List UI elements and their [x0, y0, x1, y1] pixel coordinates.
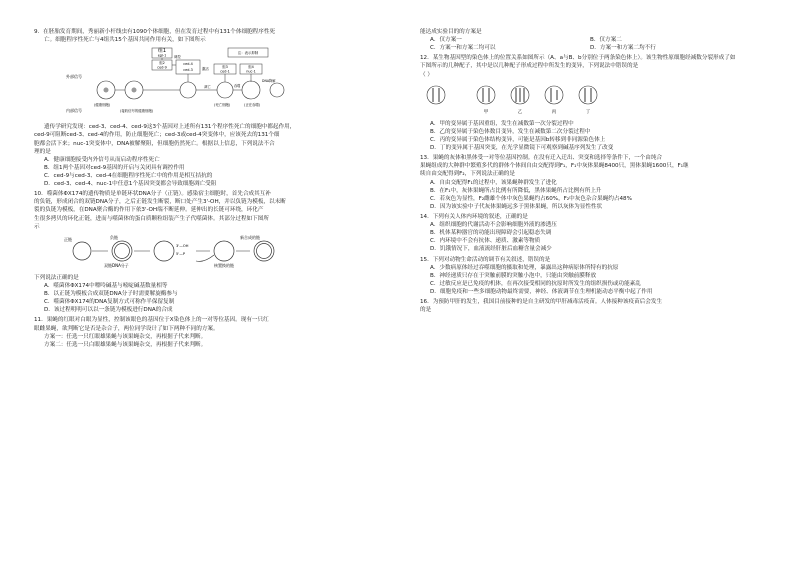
- q10-stem-line: 裂的负链为模板，在DNA聚合酶的作用下依3'-OH端不断延伸。延伸出的长链可环绕，环化产: [34, 207, 264, 214]
- q11-options-row-1: [420, 36, 750, 44]
- q11-option-a: A．仅方案一: [430, 37, 462, 44]
- q11-option-d: D．方案一和方案二均不行: [590, 45, 656, 52]
- q12-option-c: C．丙的变异属于染色体结构变异，可能是基因b转移到非同源染色体上: [430, 136, 606, 143]
- question-16: [420, 298, 750, 314]
- q10-stem-line: 的负链，形成闭合的双链DNA分子，之后正链发生断裂，断口处产生3'-OH，并以负链为模板，以未断: [34, 199, 286, 206]
- q12-option-a: A．甲的变异属于基因重组，发生在减数第一次分裂过程中: [430, 120, 574, 127]
- ced1-label: ced-1: [220, 69, 230, 74]
- healthy-cell-label: (健康细胞): [94, 103, 111, 108]
- q14-stem-line: 14．下列有关人体内环境的叙述，正确的是: [420, 213, 528, 220]
- q13-option-c: C．若灰色为显性，F₂雌雄个体中灰色果蝇约占60%，F₂中灰色杂合果蝇约占48%: [430, 195, 632, 202]
- q9-option-a: A．健康细胞接受内外信号从而启动程序性死亡: [44, 156, 160, 163]
- q9-option-d: D．ced-3、ced-4、nuc-1中任意1个基因突变都会导致细胞凋亡受阻: [44, 181, 217, 188]
- question-11: [34, 316, 364, 348]
- nuc1-label: nuc-1: [246, 69, 256, 74]
- q13-stem-line: 果蝇组成的大种群中繁殖多代的群体个体间自由交配得到F₁，F₁中灰体果蝇8400只，黑体果蝇1600只，F₁继: [420, 163, 689, 170]
- q10-replication-diagram: [64, 233, 284, 269]
- external-signal-label: 外部信号: [66, 74, 82, 80]
- q11-lead: 能达成实验目的的方案是: [420, 29, 482, 35]
- q10-stem-line: 10．噬菌体ΦX174的遗传物质是单链环状DNA分子（正链）。感染宿主细胞时，首先合成其互补: [34, 191, 271, 198]
- q13-stem-line: 13．果蝇的灰体和黑体受一对等位基因控制。在没有迁入迁出、突变和选择等条件下，一个由纯合: [420, 155, 663, 162]
- legend-note: 注：表示抑制: [237, 51, 259, 56]
- q15-option-a: A．少数病原体经过吞噬细胞的摄取和处理，暴露出这种病原体所特有的抗原: [430, 264, 619, 271]
- q10-option-d: D．该过程明明可以以一条链为模板进行DNA的合成: [44, 307, 173, 314]
- q13-stem-line: 续自由交配得到F₂，下列说法正确的是: [420, 171, 515, 178]
- label-yi: 乙: [517, 109, 523, 115]
- engulfed-cell: [270, 83, 284, 97]
- gamete-bing: [545, 86, 563, 115]
- q11-option-c: C．方案一和方案二均可以: [430, 45, 496, 52]
- q12-stem-line: （ ）: [420, 71, 433, 78]
- parent-cell: [427, 86, 445, 104]
- question-12: [420, 54, 750, 152]
- q16-stem-line: 的是: [420, 307, 432, 314]
- group1-label: 组1: [157, 48, 167, 55]
- engulfing-label: (正在吞噬): [244, 103, 261, 108]
- ced9-label: ced-9: [157, 65, 167, 70]
- accept-cell-label: (接收信号的健康细胞): [120, 109, 154, 114]
- q10-option-c: C．噬菌体ΦX174的DNA复制方式可称作半保留复制: [44, 299, 175, 306]
- q9-option-b: B．组1两个基因对ced-9基因的开启与关闭具有调控作用: [44, 164, 185, 171]
- ced4-label: ced-4: [183, 62, 193, 67]
- q11-stem-line: 11．果蝇的红眼对白眼为显性，控制该眼色的基因位于X染色体上的一对等位基因。现有一只红: [34, 317, 269, 324]
- positive-strand-label: 正链: [64, 236, 72, 242]
- internal-signal-label: 内部信号: [66, 108, 82, 114]
- q11-plan-two: 方案二：任选一只白眼雄果蝇与该果蝇杂交，再根据子代来判断。: [44, 341, 207, 348]
- activate-label: 激活: [202, 67, 209, 72]
- q11-option-b: B．仅方案二: [590, 37, 622, 44]
- q14-option-b: B．机体某种器官的功能出现障碍会引起稳态失调: [430, 230, 552, 237]
- dying-cell: [180, 82, 196, 98]
- dead-cell-label: (死亡细胞): [214, 103, 231, 108]
- q11-plan-one: 方案一：任选一只红眼雄果蝇与该果蝇杂交，再根据子代来判断。: [44, 333, 207, 340]
- q9-body-line: ced-9可阻断ced-3、ced-4的作用，防止细胞死亡；ced-3或ced-4突变体中，应该死去的131个细: [34, 132, 280, 139]
- question-9: [34, 28, 364, 188]
- q10-stem-line: 示: [34, 223, 40, 230]
- healthy-nucleus: [104, 88, 109, 93]
- question-14: [420, 213, 750, 254]
- engulf-label: 吞噬: [234, 84, 241, 89]
- q9-body-line: 胞都会活下来；nuc-1突变体中，DNA被解聚阻，但细胞仍然死亡。根据以上信息，下列说法不合: [34, 140, 275, 147]
- q13-option-b: B．在F₁中，灰体果蝇所占比例有所降低，黑体果蝇所占比例有所上升: [430, 187, 602, 194]
- label-bing: 丙: [551, 109, 557, 115]
- positive-circle: [73, 242, 91, 260]
- group2-label: 组2: [159, 61, 165, 66]
- q11-stem-line: 眼雌果蝇，欲判断它是否是杂合子，两位同学设计了如下两种不同的方案。: [34, 325, 219, 332]
- q12-stem-line: 12．某生物基因型的染色体上的位置关系如图所示（A、a与B、b分别位于两条染色体上）。该生物性原细胞经减数分裂形成了如: [420, 55, 736, 62]
- regulate-label: 调控: [174, 55, 181, 60]
- q9-body-line: 遗传学研究发现：ced-3、ced-4、ced-9这3个基因对上述所有131个程序性死亡的细胞中都起作用，: [44, 124, 296, 131]
- q15-option-c: C．过敏反应是已免疫的机体，在再次接受相同的抗原时所发生的组织损伤或功能紊乱: [430, 280, 641, 287]
- gamete-jia: [477, 86, 495, 115]
- q14-option-d: D．饥饿情况下，血液流经肝脏后血糖含量会减少: [430, 246, 552, 253]
- q13-option-d: D．因为该实验中子代灰体果蝇远多于黑体果蝇，所以灰体为显性性状: [430, 203, 603, 210]
- label-jia: 甲: [483, 109, 489, 115]
- question-10: [34, 190, 364, 314]
- gamete-yi: [511, 86, 529, 115]
- q9-stem-line: 亡。细胞程序性死亡与4组共15个基因共同作用有关，如下图所示: [44, 37, 206, 44]
- ds-dna-label: 双链DNA分子: [104, 262, 129, 268]
- gamete-ding: [579, 86, 597, 115]
- egl1-label: egl-1: [157, 53, 167, 58]
- ced3-label: ced-3: [183, 68, 193, 73]
- q12-option-b: B．乙的变异属于染色体数目变异，发生在减数第二次分裂过程中: [430, 128, 591, 135]
- group3-label: 组3: [222, 65, 228, 70]
- end5-label: 5'—P: [176, 251, 186, 256]
- q9-apoptosis-diagram: [64, 46, 294, 118]
- question-11-tail: [420, 28, 750, 52]
- q16-stem-line: 16．为预防甲肝的发生，我国目前接种的是自主研发的甲肝减毒活疫苗。人体接种该疫苗后会发生: [420, 299, 663, 306]
- q12-option-d: D．丁的变异属于基因突变，在光学显微镜下可观察到碱基序列发生了改变: [430, 145, 614, 152]
- q9-stem-line: 9．在胚胎发育期间，秀丽新小杆线虫有1090个体细胞，但在发育过程中有131个体细胞程序性死: [34, 29, 276, 35]
- q15-option-d: D．细胞免疫和一些多细胞动物最终需要，神经、体液调节在生理机能动态平衡中起了作用: [430, 288, 653, 295]
- engulfing-cell: [242, 81, 260, 99]
- question-15: [420, 256, 750, 297]
- label-ding: 丁: [585, 109, 591, 115]
- displaced-strand-label: 核置换的链: [214, 262, 234, 268]
- q14-option-a: A．组织细胞的代谢活动不会影响细胞外液的渗透压: [430, 222, 557, 229]
- q10-stem-line: 生很多拷贝的环化正链，进而与噬菌体的蛋白质颗粒组装产生子代噬菌体。其部分过程如下图所: [34, 215, 269, 222]
- q11-options-row-2: [420, 44, 750, 52]
- q15-option-b: B．神经递质只存在于突触前膜的突触小泡中，只能由突触前膜释放: [430, 272, 597, 279]
- q12-gamete-diagram: [424, 81, 624, 115]
- q10-option-a: A．噬菌体ΦX174中嘌呤碱基与嘧啶碱基数量相等: [44, 282, 168, 289]
- dead-cell: [217, 82, 233, 98]
- negative-strand-label: 负链: [110, 234, 118, 240]
- new-strand-label: 新合成的链: [240, 234, 260, 240]
- apoptosis-label: 凋亡: [204, 85, 211, 90]
- q13-option-a: A．自由交配得F₁的过程中，该果蝇种群发生了进化: [430, 179, 557, 186]
- end3-label: 3'—OH: [176, 243, 189, 248]
- q15-stem-line: 15．下列对动物生命活动的调节有关叙述，错误的是: [420, 256, 551, 263]
- left-column: [34, 28, 364, 351]
- dna-degrade-label: DNA降解: [262, 79, 276, 84]
- q14-option-c: C．内环境中不会有抗体、递质、激素等物质: [430, 238, 541, 245]
- right-column: [420, 28, 750, 316]
- q9-option-c: C．ced-9与ced-3、ced-4在细胞程序性死亡中的作用是相互拮抗的: [44, 172, 213, 179]
- q12-stem-line: 下图所示的几种配子，其中是以几种配子形成过程中所发生的变异，下列说法中错误的是: [420, 63, 639, 70]
- question-13: [420, 154, 750, 211]
- q10-lead: 下列说法正确的是: [34, 274, 79, 281]
- group4-label: 组4: [248, 65, 254, 70]
- q10-option-b: B．以正链为模板合成双链DNA分子时需要解旋酶参与: [44, 291, 178, 298]
- q9-body-line: 理的是: [34, 148, 51, 155]
